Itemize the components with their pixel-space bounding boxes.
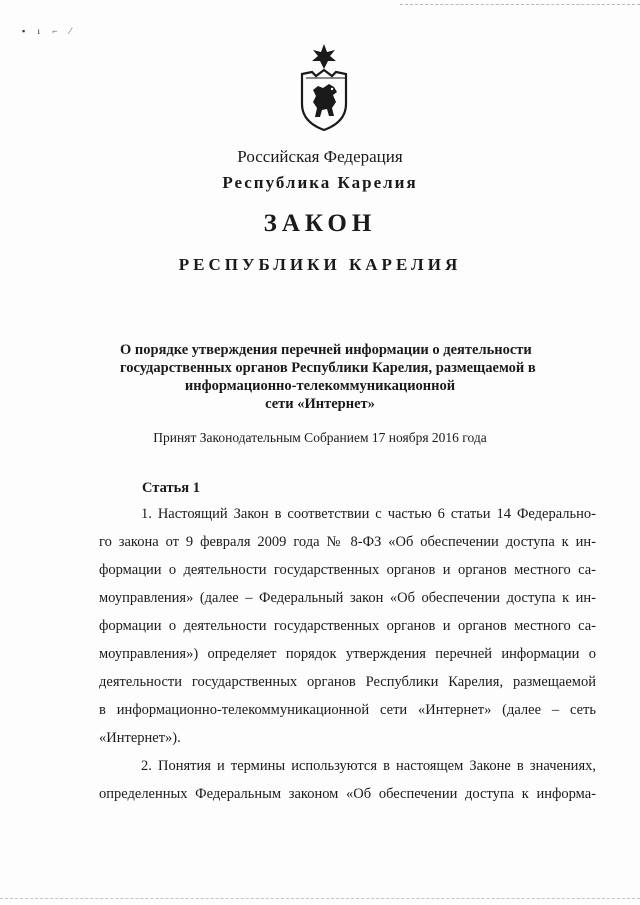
article-heading: Статья 1 — [142, 480, 200, 496]
article-line: определенных Федеральным законом «Об обеспечении доступа к информа- — [99, 786, 596, 802]
law-title — [120, 341, 536, 413]
law-title-line: информационно-телекоммуникационной — [184, 378, 456, 394]
article-line: моуправления» (далее – Федеральный закон «Об обеспечении доступа к ин- — [99, 590, 596, 606]
article-line: формации о деятельности государственных органов и органов местного са- — [99, 562, 596, 578]
adoption-note: Принят Законодательным Собранием 17 ноября 2016 года — [153, 430, 487, 445]
country-name: Российская Федерация — [237, 147, 403, 166]
scan-marks: ▪ ı ⌐ ⁄ — [22, 26, 77, 36]
article-line: в информационно-телекоммуникационной сети «Интернет» (далее – сеть — [99, 702, 596, 718]
law-title-line: О порядке утверждения перечней информации о деятельности — [120, 342, 532, 358]
coat-of-arms-icon — [296, 42, 352, 132]
scan-edge-bottom — [0, 898, 640, 899]
document-type: ЗАКОН — [263, 210, 377, 237]
article-line: деятельности государственных органов Республики Карелия, размещаемой — [99, 674, 596, 690]
article-line: «Интернет»). — [99, 730, 181, 746]
article-line: 2. Понятия и термины используются в настоящем Законе в значениях, — [141, 758, 596, 774]
republic-name: Республика Карелия — [222, 173, 418, 192]
article-line: го закона от 9 февраля 2009 года № 8-ФЗ «Об обеспечении доступа к ин- — [99, 534, 596, 550]
law-title-line: сети «Интернет» — [265, 396, 375, 412]
article-line: моуправления») определяет порядок утверждения перечней информации о — [99, 646, 596, 662]
article-line: 1. Настоящий Закон в соответствии с частью 6 статьи 14 Федерально- — [141, 506, 596, 522]
article-line: формации о деятельности государственных органов и органов местного са- — [99, 618, 596, 634]
scan-edge-top — [400, 4, 640, 5]
document-type-subtitle: РЕСПУБЛИКИ КАРЕЛИЯ — [178, 255, 462, 274]
law-title-line: государственных органов Республики Карелия, размещаемой в — [120, 360, 536, 376]
